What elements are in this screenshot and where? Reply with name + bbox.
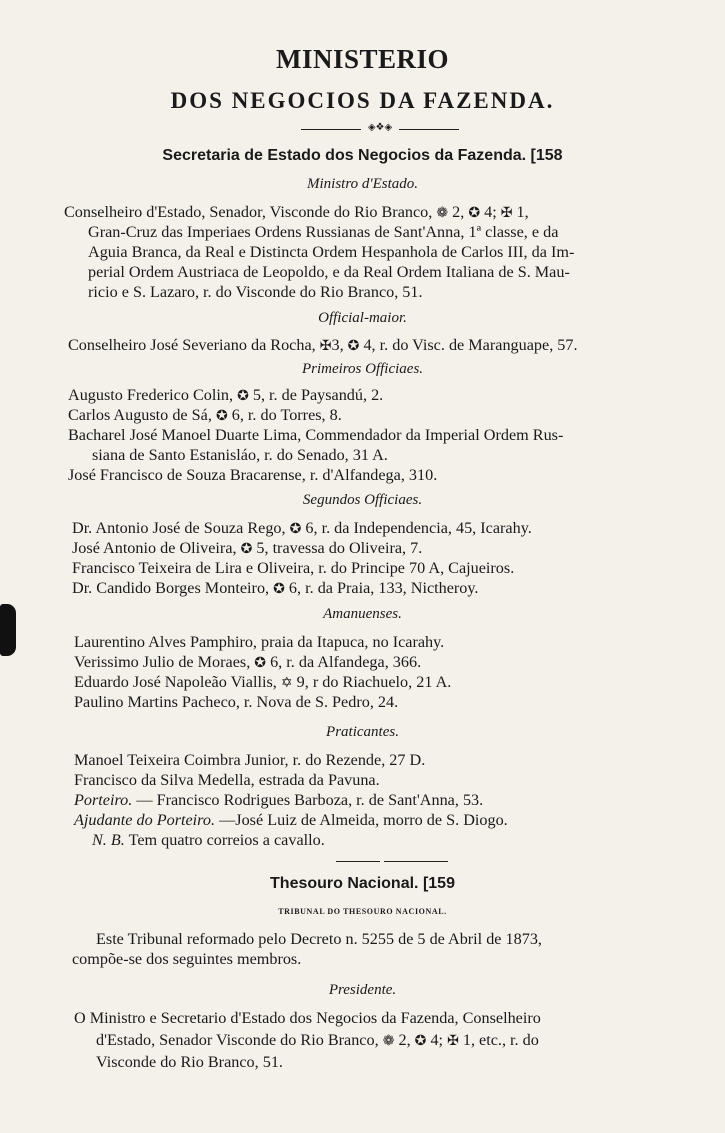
star-icon: ✪ — [215, 409, 228, 424]
section-heading-thesouro — [0, 875, 725, 893]
text-segment: 6, r. do Torres, 8. — [227, 406, 342, 424]
list-item: José Francisco de Souza Bracarense, r. d'Alfandega, 310. — [68, 466, 438, 484]
page-title: MINISTERIO — [275, 44, 450, 74]
text-segment: 2, — [394, 1031, 415, 1049]
list-item — [68, 405, 342, 427]
nb-label: N. B. — [92, 831, 125, 849]
text-segment: 9, r do Riachuelo, 21 A. — [292, 673, 452, 691]
segundos-label: Segundos Officiaes. — [302, 492, 423, 508]
list-item — [68, 385, 383, 407]
star-icon: ✪ — [468, 206, 481, 221]
text-segment: Tem quatro correios a cavallo. — [124, 831, 325, 849]
text-segment: 1, etc., r. do — [458, 1031, 539, 1049]
text-segment: Augusto Frederico Colin, — [68, 386, 238, 404]
text-segment: 6, r. da Alfandega, 366. — [266, 653, 422, 671]
text-segment: 4, r. do Visc. de Maranguape, 57. — [359, 336, 578, 354]
secretaria-number: [158 — [530, 147, 563, 164]
star-icon: ✪ — [414, 1034, 427, 1049]
list-item: Manoel Teixeira Coimbra Junior, r. do Rezende, 27 D. — [74, 751, 426, 769]
divider — [336, 861, 380, 862]
divider — [384, 861, 448, 862]
text-segment: 2, — [448, 203, 469, 221]
presidente-line-3: Visconde do Rio Branco, 51. — [96, 1053, 283, 1071]
text-segment: 3, — [331, 336, 348, 354]
list-item — [72, 578, 478, 600]
list-item — [72, 538, 422, 560]
text-segment: 6, r. da Independencia, 45, Icarahy. — [301, 519, 532, 537]
primeiros-label: Primeiros Officiaes. — [301, 361, 424, 377]
presidente-line-2 — [96, 1030, 539, 1052]
star-icon: ✪ — [254, 656, 267, 671]
official-maior-label: Official-maior. — [318, 310, 407, 326]
list-item: Laurentino Alves Pamphiro, praia da Itapuca, no Icarahy. — [74, 633, 445, 651]
text-segment: Conselheiro José Severiano da Rocha, — [68, 336, 320, 354]
thesouro-heading-text: Thesouro Nacional. — [270, 875, 419, 892]
secretaria-heading-text: Secretaria de Estado dos Negocios da Fazenda. — [162, 147, 527, 164]
official-maior-line — [68, 335, 578, 357]
intro-line-2: compõe-se dos seguintes membros. — [72, 950, 302, 968]
text-segment: 4; — [480, 203, 501, 221]
ministro-line-5: ricio e S. Lazaro, r. do Visconde do Rio Branco, 51. — [88, 283, 423, 301]
star-icon: ✪ — [273, 582, 285, 597]
list-item: Francisco Teixeira de Lira e Oliveira, r. do Principe 70 A, Cajueiros. — [72, 559, 515, 577]
text-segment: Dr. Antonio José de Souza Rego, — [72, 519, 290, 537]
list-item — [72, 518, 532, 540]
ajudante-line — [74, 810, 508, 830]
ornament-rule — [301, 122, 459, 133]
porteiro-label: Porteiro. — [74, 791, 133, 809]
presidente-label: Presidente. — [328, 982, 397, 998]
text-segment: Verissimo Julio de Moraes, — [74, 653, 255, 671]
text-segment: Carlos Augusto de Sá, — [68, 406, 216, 424]
rose-icon: ❁ — [436, 206, 449, 221]
porteiro-line — [74, 790, 483, 810]
nb-line — [92, 830, 325, 850]
list-item: Bacharel José Manoel Duarte Lima, Commendador da Imperial Ordem Rus- — [68, 426, 564, 444]
star-icon: ✪ — [289, 522, 302, 537]
ministro-line-3: Aguia Branca, da Real e Distincta Ordem Hespanhola de Carlos III, da Im- — [88, 243, 575, 261]
ministro-label: Ministro d'Estado. — [307, 176, 418, 192]
list-item — [74, 652, 421, 674]
praticantes-label: Praticantes. — [326, 724, 399, 740]
section-heading-secretaria — [0, 147, 725, 165]
list-item — [74, 672, 451, 694]
text-segment: José Antonio de Oliveira, — [72, 539, 241, 557]
page-subtitle: DOS NEGOCIOS DA FAZENDA. — [170, 88, 555, 113]
text-segment: —José Luiz de Almeida, morro de S. Diogo. — [215, 811, 508, 829]
text-segment: 1, — [512, 203, 529, 221]
text-segment: d'Estado, Senador Visconde do Rio Branco, — [96, 1031, 383, 1049]
text-segment: Eduardo José Napoleão Viallis, — [74, 673, 281, 691]
text-segment: 5, travessa do Oliveira, 7. — [252, 539, 423, 557]
cross-icon: ✠ — [319, 339, 332, 354]
list-item-continuation: siana de Santo Estanisláo, r. do Senado, 31 A. — [92, 446, 388, 464]
list-item: Paulino Martins Pacheco, r. Nova de S. Pedro, 24. — [74, 693, 399, 711]
text-segment: Dr. Candido Borges Monteiro, — [72, 579, 274, 597]
tribunal-heading: TRIBUNAL DO THESOURO NACIONAL. — [278, 907, 447, 916]
star-icon: ✪ — [240, 542, 253, 557]
presidente-line-1: O Ministro e Secretario d'Estado dos Negocios da Fazenda, Conselheiro — [74, 1009, 541, 1027]
thesouro-number: [159 — [422, 875, 455, 892]
ministro-line-1 — [64, 202, 529, 224]
list-item: Francisco da Silva Medella, estrada da Pavuna. — [74, 771, 380, 789]
ajudante-label: Ajudante do Porteiro. — [74, 811, 216, 829]
text-segment: 6, r. da Praia, 133, Nictheroy. — [284, 579, 479, 597]
rose-icon: ❁ — [382, 1034, 395, 1049]
hexagram-icon: ✡ — [280, 676, 293, 691]
text-segment: Conselheiro d'Estado, Senador, Visconde do Rio Branco, — [64, 203, 437, 221]
star-icon: ✪ — [347, 339, 360, 354]
amanuenses-label: Amanuenses. — [323, 606, 402, 622]
ministro-line-2: Gran-Cruz das Imperiaes Ordens Russianas de Sant'Anna, 1ª classe, e da — [88, 223, 559, 241]
ministro-line-4: perial Ordem Austriaca de Leopoldo, e da Real Ordem Italiana de S. Mau- — [88, 263, 570, 281]
cross-icon: ✠ — [447, 1034, 459, 1049]
text-segment: 5, r. de Paysandú, 2. — [248, 386, 384, 404]
ornament-icon: ◈❖◈ — [361, 122, 399, 133]
cross-icon: ✠ — [500, 206, 513, 221]
intro-line-1: Este Tribunal reformado pelo Decreto n. 5255 de 5 de Abril de 1873, — [96, 930, 542, 948]
text-segment: — Francisco Rodrigues Barboza, r. de Sant'Anna, 53. — [132, 791, 484, 809]
text-segment: 4; — [426, 1031, 448, 1049]
star-icon: ✪ — [237, 389, 249, 404]
